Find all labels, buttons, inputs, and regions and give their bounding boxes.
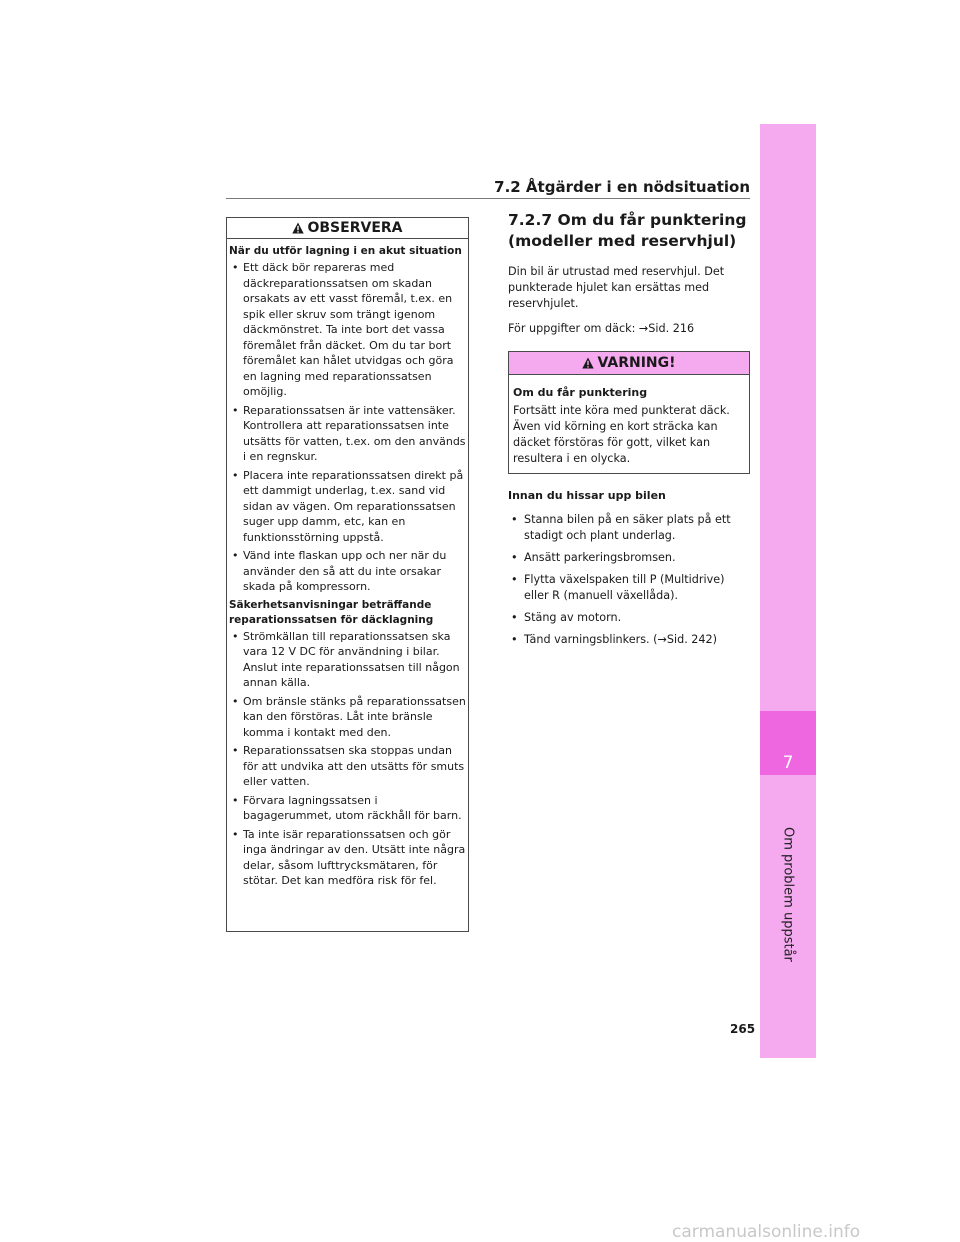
intro-paragraph: Din bil är utrustad med reservhjul. Det punkterade hjulet kan ersättas med reservhjulet. <box>508 265 725 310</box>
observera-title: OBSERVERA <box>307 220 403 236</box>
observera-group-heading: Säkerhetsanvisningar beträffande reparationssatsen för däcklagning <box>229 598 434 626</box>
warning-header <box>509 352 749 375</box>
warning-triangle-icon <box>292 222 304 234</box>
running-header: 7.2 Åtgärder i en nödsituation <box>494 178 750 196</box>
watermark: carmanualsonline.info <box>672 1222 861 1242</box>
list-item: • Tänd varningsblinkers. (→Sid. 242) <box>511 633 718 646</box>
warning-subheading: Om du får punktering <box>513 386 648 399</box>
header-divider <box>226 198 750 199</box>
list-item: • Reparationssatsen ska stoppas undan för att undvika att den utsätts för smuts eller vatten. <box>232 744 465 788</box>
observera-header <box>227 218 468 239</box>
steps-list <box>508 512 752 648</box>
list-item: • Vänd inte flaskan upp och ner när du använder den så att du inte orsakar skada på kompressorn. <box>232 549 447 593</box>
list-item: • Stäng av motorn. <box>511 611 622 624</box>
observera-list <box>229 260 468 595</box>
section-heading: 7.2.7 Om du får punktering (modeller med reservhjul) <box>508 211 747 250</box>
list-item: • Om bränsle stänks på reparationssatsen kan den förstöras. Låt inte bränsle komma i kontakt med den. <box>232 694 466 739</box>
warning-triangle-icon <box>582 357 594 369</box>
chapter-number: 7 <box>782 753 794 773</box>
warning-text: Fortsätt inte köra med punkterat däck. Även vid körning en kort sträcka kan däcket förstöras för gott, vilket kan resultera i en olycka. <box>513 404 730 465</box>
list-item: • Ansätt parkeringsbromsen. <box>511 551 676 564</box>
main-column <box>508 210 752 654</box>
list-item: • Förvara lagningssatsen i bagagerummet, utom räckhåll för barn. <box>232 793 462 822</box>
list-item: • Ett däck bör repareras med däckreparationssatsen om skadan orsakats av ett vasst föremål, t.ex. en spik eller skruv som trängt igenom däckmönstret. Ta inte bort det vassa föremålet från däcket. Om du tar bort föremålet kan hålet utvidgas och göra en lagning med reparationssatsen omöjlig. <box>232 261 454 398</box>
list-item: • Ta inte isär reparationssatsen och gör inga ändringar av den. Utsätt inte några delar, såsom lufttrycksmätaren, för stötar. Det kan medföra risk för fel. <box>232 827 466 887</box>
chapter-number-box <box>760 711 816 775</box>
observera-body <box>227 239 468 889</box>
warning-body <box>509 375 749 473</box>
page-number: 265 <box>730 1022 756 1036</box>
observera-box <box>226 217 469 932</box>
chapter-name-container <box>762 784 814 1004</box>
list-item: • Flytta växelspaken till P (Multidrive) eller R (manuell växellåda). <box>511 573 725 602</box>
warning-box <box>508 351 750 474</box>
chapter-side-tab <box>760 124 816 1058</box>
list-item: • Strömkällan till reparationssatsen ska vara 12 V DC för användning i bilar. Anslut inte reparationssatsen till någon annan källa. <box>232 629 460 689</box>
before-lifting-heading: Innan du hissar upp bilen <box>508 489 666 502</box>
chapter-name: Om problem uppstår <box>780 826 796 962</box>
warning-title: VARNING! <box>597 355 676 371</box>
list-item: • Reparationssatsen är inte vattensäker. Kontrollera att reparationssatsen inte utsätts för vatten, t.ex. om den används i en regnskur. <box>232 403 466 463</box>
list-item: • Placera inte reparationssatsen direkt på ett dammigt underlag, t.ex. sand vid sidan av vägen. Om reparationssatsen suger upp damm, etc, kan en funktionsstörning uppstå. <box>232 468 464 544</box>
observera-list <box>229 629 468 889</box>
tire-reference: För uppgifter om däck: →Sid. 216 <box>508 322 695 335</box>
observera-group-heading: När du utför lagning i en akut situation <box>229 245 462 257</box>
list-item: • Stanna bilen på en säker plats på ett stadigt och plant underlag. <box>511 513 731 542</box>
